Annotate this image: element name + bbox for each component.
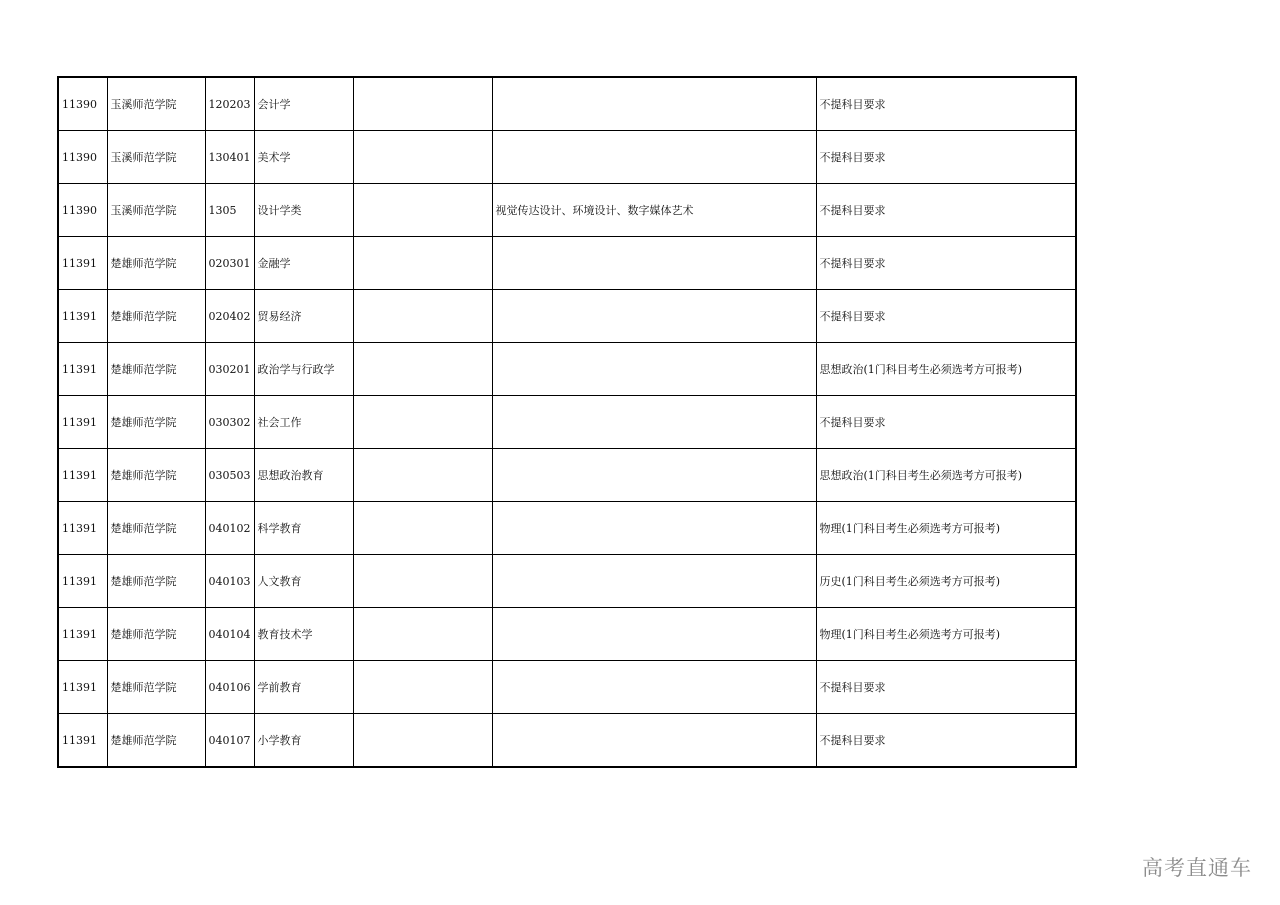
major-name-cell: 社会工作 bbox=[254, 396, 353, 449]
major-code-cell: 030201 bbox=[205, 343, 254, 396]
included-majors-cell bbox=[492, 555, 816, 608]
school-name-cell: 楚雄师范学院 bbox=[107, 237, 205, 290]
school-name-cell: 楚雄师范学院 bbox=[107, 396, 205, 449]
school-name-cell: 楚雄师范学院 bbox=[107, 290, 205, 343]
table-row bbox=[58, 396, 1076, 449]
major-code-cell: 040107 bbox=[205, 714, 254, 768]
table-row bbox=[58, 343, 1076, 396]
included-majors-cell bbox=[492, 608, 816, 661]
school-code-cell: 11391 bbox=[58, 608, 107, 661]
major-code-cell: 020402 bbox=[205, 290, 254, 343]
table-row bbox=[58, 449, 1076, 502]
school-code-cell: 11391 bbox=[58, 290, 107, 343]
major-name-cell: 科学教育 bbox=[254, 502, 353, 555]
table-row bbox=[58, 608, 1076, 661]
empty-cell bbox=[353, 131, 492, 184]
table-row bbox=[58, 290, 1076, 343]
table-body bbox=[58, 77, 1076, 767]
included-majors-cell bbox=[492, 77, 816, 131]
major-name-cell: 思想政治教育 bbox=[254, 449, 353, 502]
school-name-cell: 楚雄师范学院 bbox=[107, 661, 205, 714]
subject-requirement-cell: 思想政治(1门科目考生必须选考方可报考) bbox=[816, 449, 1076, 502]
school-code-cell: 11391 bbox=[58, 661, 107, 714]
major-name-cell: 设计学类 bbox=[254, 184, 353, 237]
school-name-cell: 楚雄师范学院 bbox=[107, 449, 205, 502]
subject-requirements-table bbox=[57, 76, 1077, 768]
included-majors-cell bbox=[492, 714, 816, 768]
subject-requirement-cell: 思想政治(1门科目考生必须选考方可报考) bbox=[816, 343, 1076, 396]
empty-cell bbox=[353, 502, 492, 555]
subject-requirement-cell: 物理(1门科目考生必须选考方可报考) bbox=[816, 502, 1076, 555]
table-row bbox=[58, 661, 1076, 714]
subject-requirement-cell: 物理(1门科目考生必须选考方可报考) bbox=[816, 608, 1076, 661]
included-majors-cell bbox=[492, 290, 816, 343]
empty-cell bbox=[353, 237, 492, 290]
empty-cell bbox=[353, 555, 492, 608]
empty-cell bbox=[353, 184, 492, 237]
included-majors-cell bbox=[492, 449, 816, 502]
major-code-cell: 040103 bbox=[205, 555, 254, 608]
school-name-cell: 楚雄师范学院 bbox=[107, 714, 205, 768]
included-majors-cell bbox=[492, 131, 816, 184]
included-majors-cell bbox=[492, 502, 816, 555]
table-row bbox=[58, 714, 1076, 768]
subject-requirement-cell: 不提科目要求 bbox=[816, 714, 1076, 768]
subject-requirement-cell: 不提科目要求 bbox=[816, 131, 1076, 184]
major-code-cell: 020301 bbox=[205, 237, 254, 290]
empty-cell bbox=[353, 77, 492, 131]
major-code-cell: 030302 bbox=[205, 396, 254, 449]
subject-requirement-cell: 不提科目要求 bbox=[816, 396, 1076, 449]
empty-cell bbox=[353, 608, 492, 661]
school-code-cell: 11391 bbox=[58, 237, 107, 290]
major-name-cell: 教育技术学 bbox=[254, 608, 353, 661]
major-name-cell: 人文教育 bbox=[254, 555, 353, 608]
empty-cell bbox=[353, 396, 492, 449]
school-code-cell: 11391 bbox=[58, 714, 107, 768]
empty-cell bbox=[353, 290, 492, 343]
major-name-cell: 学前教育 bbox=[254, 661, 353, 714]
major-code-cell: 040106 bbox=[205, 661, 254, 714]
empty-cell bbox=[353, 661, 492, 714]
school-code-cell: 11391 bbox=[58, 449, 107, 502]
major-code-cell: 040102 bbox=[205, 502, 254, 555]
subject-requirement-cell: 不提科目要求 bbox=[816, 184, 1076, 237]
school-code-cell: 11390 bbox=[58, 131, 107, 184]
subject-requirement-cell: 不提科目要求 bbox=[816, 77, 1076, 131]
empty-cell bbox=[353, 714, 492, 768]
subject-requirement-cell: 不提科目要求 bbox=[816, 290, 1076, 343]
school-name-cell: 楚雄师范学院 bbox=[107, 608, 205, 661]
table-row bbox=[58, 77, 1076, 131]
major-name-cell: 政治学与行政学 bbox=[254, 343, 353, 396]
major-name-cell: 小学教育 bbox=[254, 714, 353, 768]
school-code-cell: 11391 bbox=[58, 343, 107, 396]
table-row bbox=[58, 184, 1076, 237]
school-name-cell: 楚雄师范学院 bbox=[107, 502, 205, 555]
major-code-cell: 120203 bbox=[205, 77, 254, 131]
school-code-cell: 11390 bbox=[58, 184, 107, 237]
major-name-cell: 美术学 bbox=[254, 131, 353, 184]
empty-cell bbox=[353, 449, 492, 502]
table-row bbox=[58, 131, 1076, 184]
watermark-logo: 高考直通车 bbox=[1142, 856, 1252, 880]
school-name-cell: 玉溪师范学院 bbox=[107, 131, 205, 184]
subject-requirement-cell: 不提科目要求 bbox=[816, 661, 1076, 714]
included-majors-cell bbox=[492, 396, 816, 449]
table-row bbox=[58, 502, 1076, 555]
major-name-cell: 金融学 bbox=[254, 237, 353, 290]
major-code-cell: 040104 bbox=[205, 608, 254, 661]
subject-requirement-cell: 历史(1门科目考生必须选考方可报考) bbox=[816, 555, 1076, 608]
school-code-cell: 11391 bbox=[58, 502, 107, 555]
major-code-cell: 130401 bbox=[205, 131, 254, 184]
school-code-cell: 11390 bbox=[58, 77, 107, 131]
major-code-cell: 030503 bbox=[205, 449, 254, 502]
major-name-cell: 贸易经济 bbox=[254, 290, 353, 343]
major-code-cell: 1305 bbox=[205, 184, 254, 237]
included-majors-cell bbox=[492, 343, 816, 396]
included-majors-cell bbox=[492, 237, 816, 290]
included-majors-cell bbox=[492, 661, 816, 714]
school-name-cell: 楚雄师范学院 bbox=[107, 343, 205, 396]
table-row bbox=[58, 555, 1076, 608]
school-code-cell: 11391 bbox=[58, 396, 107, 449]
subject-requirement-cell: 不提科目要求 bbox=[816, 237, 1076, 290]
included-majors-cell: 视觉传达设计、环境设计、数字媒体艺术 bbox=[492, 184, 816, 237]
school-name-cell: 玉溪师范学院 bbox=[107, 184, 205, 237]
school-name-cell: 楚雄师范学院 bbox=[107, 555, 205, 608]
school-name-cell: 玉溪师范学院 bbox=[107, 77, 205, 131]
table-row bbox=[58, 237, 1076, 290]
school-code-cell: 11391 bbox=[58, 555, 107, 608]
empty-cell bbox=[353, 343, 492, 396]
major-name-cell: 会计学 bbox=[254, 77, 353, 131]
